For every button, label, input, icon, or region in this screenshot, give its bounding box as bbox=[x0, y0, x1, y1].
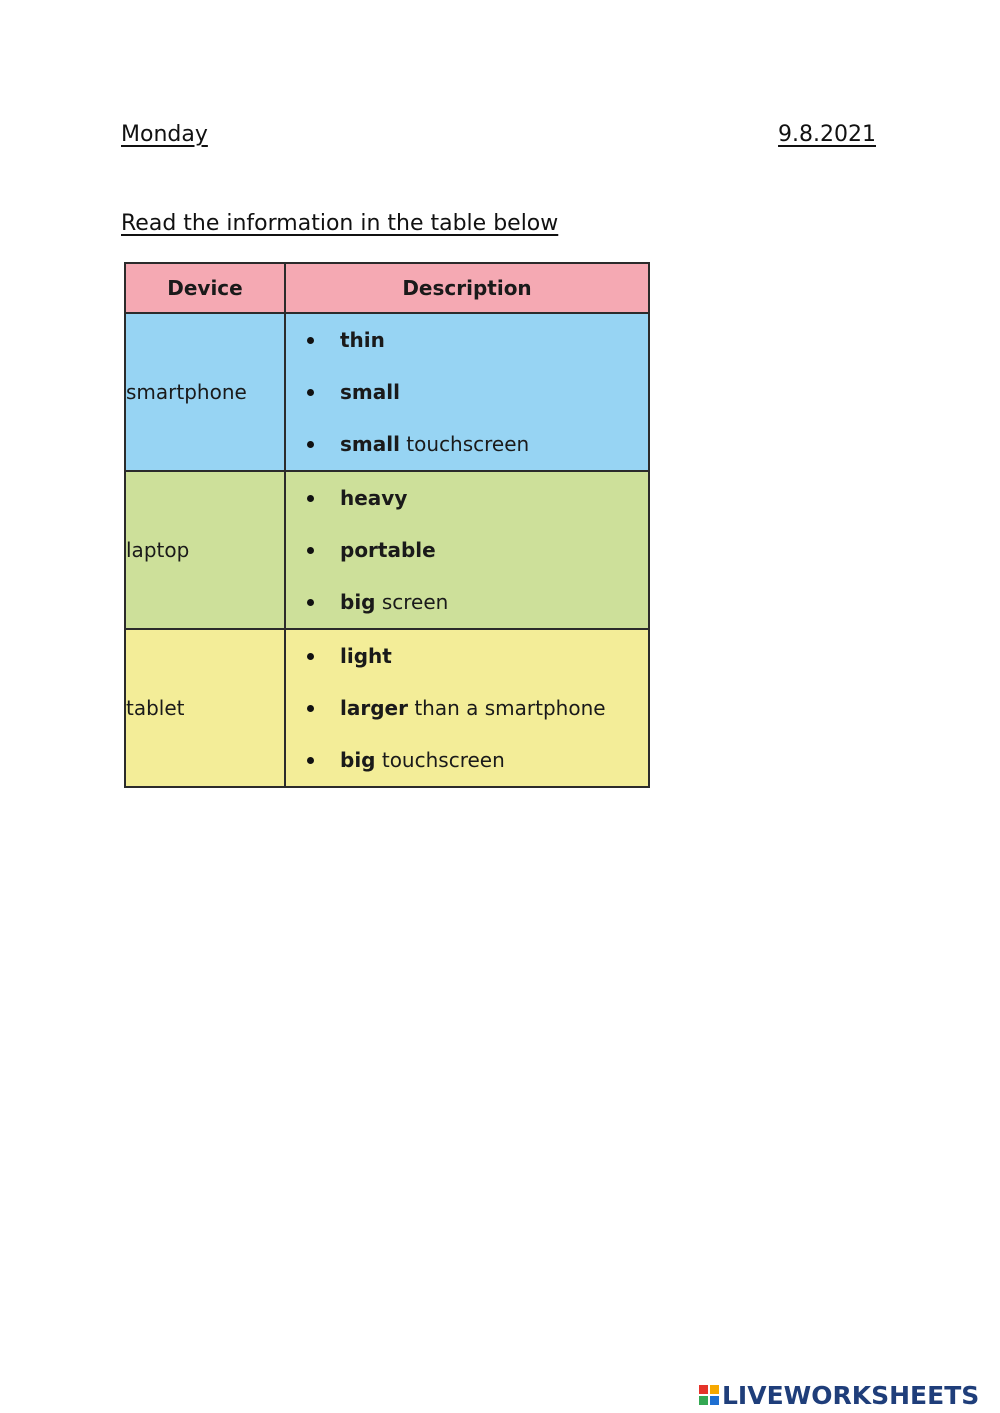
column-header-description: Description bbox=[285, 263, 649, 313]
description-item: small bbox=[286, 366, 648, 418]
description-item: portable bbox=[286, 524, 648, 576]
description-list bbox=[286, 472, 648, 628]
date-label: 9.8.2021 bbox=[778, 122, 876, 147]
logo-square bbox=[710, 1385, 719, 1394]
device-cell: tablet bbox=[125, 629, 285, 787]
description-cell bbox=[285, 313, 649, 471]
description-list bbox=[286, 630, 648, 786]
instruction-text: Read the information in the table below bbox=[121, 211, 559, 236]
table-header-row bbox=[125, 263, 649, 313]
liveworksheets-logo-icon bbox=[699, 1385, 719, 1405]
description-item: light bbox=[286, 630, 648, 682]
description-item: small touchscreen bbox=[286, 418, 648, 470]
day-label: Monday bbox=[121, 122, 208, 147]
description-cell bbox=[285, 629, 649, 787]
description-item: thin bbox=[286, 314, 648, 366]
description-item: big screen bbox=[286, 576, 648, 628]
liveworksheets-logo[interactable] bbox=[699, 1380, 979, 1410]
table-row bbox=[125, 629, 649, 787]
device-cell: laptop bbox=[125, 471, 285, 629]
table-row bbox=[125, 471, 649, 629]
description-item: heavy bbox=[286, 472, 648, 524]
column-header-device: Device bbox=[125, 263, 285, 313]
description-cell bbox=[285, 471, 649, 629]
device-table bbox=[124, 262, 650, 788]
logo-square bbox=[699, 1396, 708, 1405]
device-cell: smartphone bbox=[125, 313, 285, 471]
description-list bbox=[286, 314, 648, 470]
table-row bbox=[125, 313, 649, 471]
description-item: larger than a smartphone bbox=[286, 682, 648, 734]
description-item: big touchscreen bbox=[286, 734, 648, 786]
logo-square bbox=[710, 1396, 719, 1405]
logo-square bbox=[699, 1385, 708, 1394]
logo-text: LIVEWORKSHEETS bbox=[722, 1380, 980, 1410]
